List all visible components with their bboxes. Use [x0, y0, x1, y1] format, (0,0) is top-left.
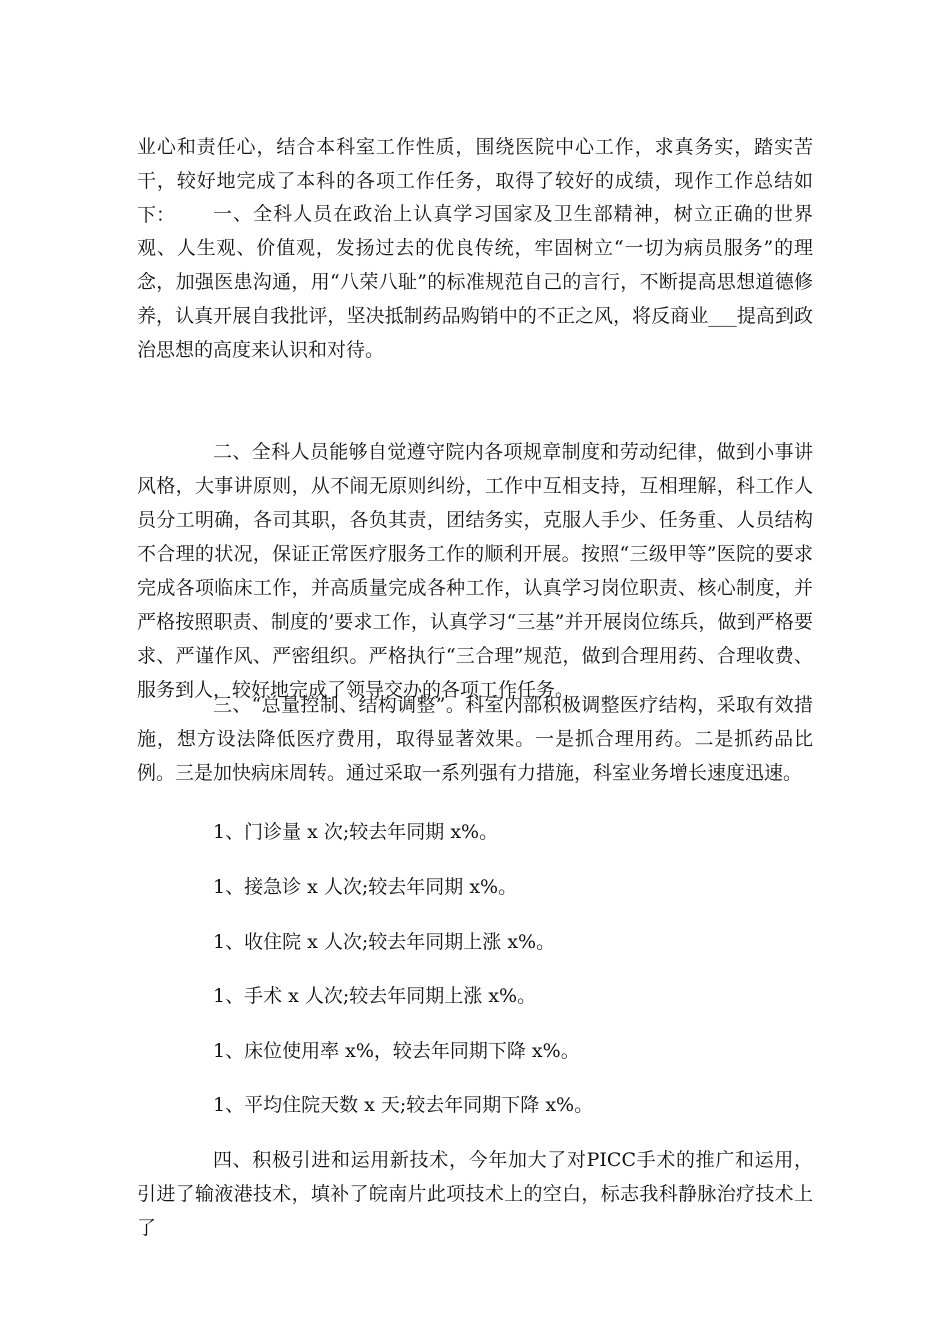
list-item-emergency: 1、接急诊 x 人次;较去年同期 x%。: [213, 876, 518, 898]
list-item-outpatient: 1、门诊量 x 次;较去年同期 x%。: [213, 821, 499, 843]
paragraph-section-1: 一、全科人员在政治上认真学习国家及卫生部精神，树立正确的世界观、人生观、价值观，发扬过去的优良传统，牢固树立“一切为病员服务”的理念，加强医患沟通，用“八荣八耻”的标准规范自己的言行，不断提高思想道德修养，认真开展自我批评，坚决抵制药品购销中的不正之风，将反商业___提高到政治思想的高度来认识和对待。: [137, 203, 813, 361]
paragraph-section-3: 三、“总量控制、结构调整”。科室内部积极调整医疗结构，采取有效措施，想方设法降低医疗费用，取得显著效果。一是抓合理用药。二是抓药品比例。三是加快病床周转。通过采取一系列强有力措施，科室业务增长速度迅速。: [137, 694, 813, 784]
list-item-bed-usage: 1、床位使用率 x%，较去年同期下降 x%。: [213, 1040, 580, 1062]
list-item-stay-days: 1、平均住院天数 x 天;较去年同期下降 x%。: [213, 1094, 594, 1116]
paragraph-intro: 业心和责任心，结合本科室工作性质，围绕医院中心工作，求真务实，踏实苦干，较好地完成了本科的各项工作任务，取得了较好的成绩，现作工作总结如下：: [137, 136, 813, 226]
paragraph-section-4: 四、积极引进和运用新技术，今年加大了对PICC手术的推广和运用，引进了输液港技术，填补了皖南片此项技术上的空白，标志我科静脉治疗技术上了: [137, 1149, 813, 1239]
list-item-admission: 1、收住院 x 人次;较去年同期上涨 x%。: [213, 931, 556, 953]
list-item-surgery: 1、手术 x 人次;较去年同期上涨 x%。: [213, 985, 537, 1007]
paragraph-section-2: 二、全科人员能够自觉遵守院内各项规章制度和劳动纪律，做到小事讲风格，大事讲原则，从不闹无原则纠纷，工作中互相支持，互相理解，科工作人员分工明确，各司其职，各负其责，团结务实，克服人手少、任务重、人员结构不合理的状况，保证正常医疗服务工作的顺利开展。按照“三级甲等”医院的要求完成各项临床工作，并高质量完成各种工作，认真学习岗位职责、核心制度，并严格按照职责、制度的’要求工作，认真学习“三基”并开展岗位练兵，做到严格要求、严谨作风、严密组织。严格执行“三合理”规范，做到合理用药、合理收费、服务到人，较好地完成了领导交办的各项工作任务。: [137, 441, 813, 701]
